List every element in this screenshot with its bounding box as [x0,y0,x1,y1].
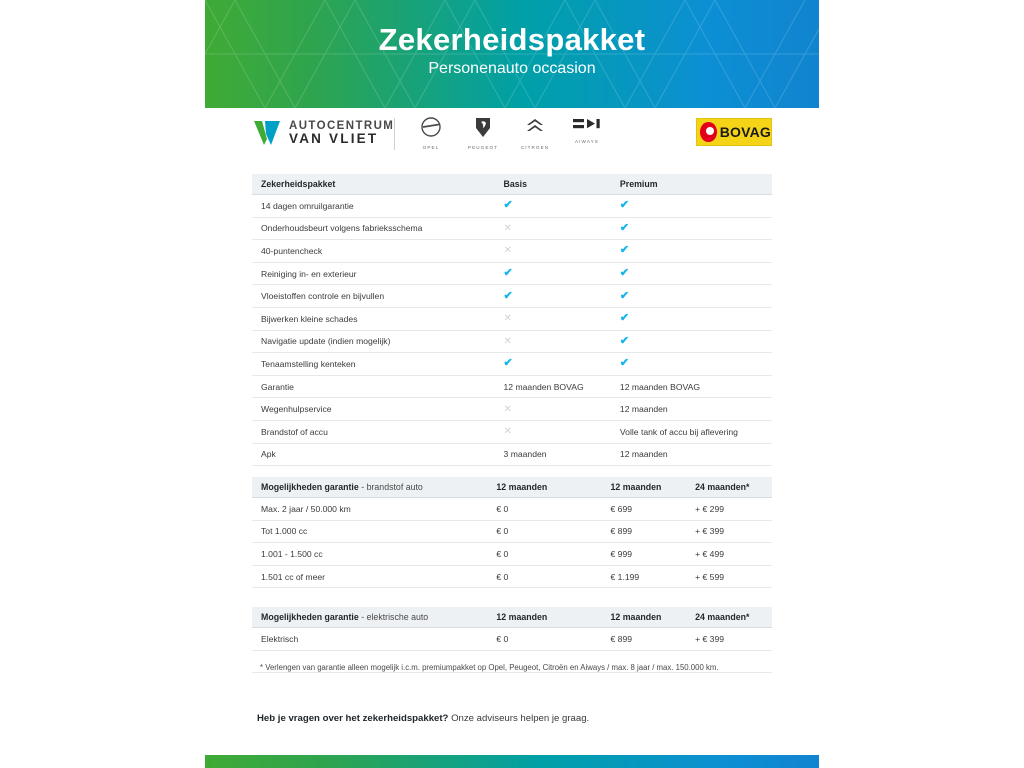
check-icon: ✔ [619,244,630,257]
cell-price-basis: € 0 [487,498,601,521]
check-icon: ✔ [503,357,513,370]
cell-feature: Reiniging in- en exterieur [252,262,495,285]
table-row [252,307,772,330]
cell-feature: Apk [252,443,495,466]
cell-premium [611,195,772,218]
header-sub-text: - brandstof auto [358,482,423,492]
col-header-premium: Premium [611,174,772,195]
opel-logo-icon [420,116,442,138]
dealer-logo [252,118,394,148]
cell-premium: 12 maanden BOVAG [611,375,772,398]
table-row [252,195,772,218]
marque-logos [414,116,604,150]
cell-feature: Vloeistoffen controle en bijvullen [252,285,495,308]
cell-premium [611,262,772,285]
cell-premium [611,240,772,263]
page-title: Zekerheidspakket [378,22,646,57]
check-icon: ✔ [619,289,630,302]
marque-peugeot [466,116,500,150]
check-icon: ✔ [503,289,513,302]
cta-rest: Onze adviseurs helpen je graag. [448,713,590,724]
van-vliet-logo-icon [252,118,282,148]
citroen-chevrons-icon [524,116,546,138]
cell-price-24-maanden: + € 399 [686,628,772,651]
cell-basis [495,398,611,421]
col-header-feature: Zekerheidspakket [252,174,495,195]
cell-label: Max. 2 jaar / 50.000 km [252,498,487,521]
cta-question: Heb je vragen over het zekerheidspakket? [257,713,449,724]
col-header-mogelijkheden-elektrisch [252,607,487,628]
check-icon: ✔ [503,199,513,212]
cell-price-24-maanden: + € 399 [686,520,772,543]
col-header-24-maanden: 24 maanden* [686,607,772,628]
table-row [252,520,772,543]
cell-label: Tot 1.000 cc [252,520,487,543]
table-header-row [252,174,772,195]
cell-label: 1.001 - 1.500 cc [252,543,487,566]
table-header-row [252,607,772,628]
garantie-brandstof-table [252,477,772,611]
cell-price-24-maanden: + € 599 [686,565,772,588]
cell-price-premium: € 999 [602,543,687,566]
cell-premium [611,330,772,353]
table-row [252,353,772,376]
cross-icon: ✕ [503,313,512,325]
check-icon: ✔ [619,334,630,347]
cell-price-basis: € 0 [487,520,601,543]
col-header-basis: Basis [495,174,611,195]
marque-opel [414,116,448,150]
cell-feature: Onderhoudsbeurt volgens fabrieksschema [252,217,495,240]
cell-feature: Garantie [252,375,495,398]
header-sub-text: - elektrische auto [358,612,429,622]
cell-feature: Tenaamstelling kenteken [252,353,495,376]
cell-feature: Navigatie update (indien mogelijk) [252,330,495,353]
check-icon: ✔ [619,312,630,325]
cell-premium: 12 maanden [611,443,772,466]
bovag-label: BOVAG [719,124,771,140]
cell-price-24-maanden: + € 299 [686,498,772,521]
cell-label: 1.501 cc of meer [252,565,487,588]
brand-row [252,118,772,162]
cell-premium [611,285,772,308]
col-header-12-maanden-basis: 12 maanden [487,607,601,628]
header-bold-text: Mogelijkheden garantie [261,482,359,492]
cell-premium [611,307,772,330]
cross-icon: ✕ [503,222,512,234]
table-header-row [252,477,772,498]
cross-icon: ✕ [503,426,512,438]
check-icon: ✔ [619,199,630,212]
col-header-24-maanden: 24 maanden* [686,477,772,498]
cell-basis [495,240,611,263]
marque-aiways-label: AIWAYS [575,139,599,144]
header-bold-text: Mogelijkheden garantie [261,612,359,622]
header-banner [205,0,819,108]
marque-citroen-label: CITROEN [520,145,550,150]
cell-price-premium: € 899 [602,628,687,651]
cell-premium [611,353,772,376]
cell-premium [611,217,772,240]
aiways-logo-icon [573,116,601,132]
table-row [252,543,772,566]
table-row [252,330,772,353]
cell-price-basis: € 0 [487,565,601,588]
table-row [252,443,772,466]
cell-premium: 12 maanden [611,398,772,421]
cell-basis [495,307,611,330]
cell-feature: 40-puntencheck [252,240,495,263]
contact-cta [257,713,589,724]
col-header-mogelijkheden-brandstof [252,477,487,498]
cell-feature: 14 dagen omruilgarantie [252,195,495,218]
col-header-12-maanden-premium: 12 maanden [602,477,687,498]
cell-price-24-maanden: + € 499 [686,543,772,566]
cell-basis [495,330,611,353]
cell-feature: Bijwerken kleine schades [252,307,495,330]
footer-bar [205,755,819,768]
cell-basis [495,353,611,376]
cross-icon: ✕ [503,403,512,415]
cell-basis [495,217,611,240]
table-row [252,628,772,651]
table-row [252,285,772,308]
marque-peugeot-label: PEUGEOT [467,145,499,150]
dealer-name-line2: VAN VLIET [289,130,379,146]
marque-opel-label: OPEL [422,145,440,150]
check-icon: ✔ [503,267,513,280]
page-subtitle: Personenauto occasion [428,60,596,77]
cell-premium: Volle tank of accu bij aflevering [611,420,772,443]
cell-price-premium: € 1.199 [602,565,687,588]
dealer-name-line1: AUTOCENTRUM [289,119,395,132]
marque-citroen [518,116,552,150]
marque-aiways [570,116,604,144]
table-row [252,217,772,240]
cell-price-premium: € 899 [602,520,687,543]
cell-basis [495,262,611,285]
cell-feature: Brandstof of accu [252,420,495,443]
check-icon: ✔ [619,221,630,234]
cell-basis [495,285,611,308]
cell-price-basis: € 0 [487,628,601,651]
peugeot-lion-icon [472,116,494,138]
table-row [252,565,772,588]
table-row [252,498,772,521]
cell-basis [495,420,611,443]
cell-basis: 12 maanden BOVAG [495,375,611,398]
cell-basis [495,195,611,218]
cell-price-premium: € 699 [602,498,687,521]
footnote: * Verlengen van garantie alleen mogelijk i.c.m. premiumpakket op Opel, Peugeot, Citroën en Aiways / max. 8 jaar / max. 150.000 km. [260,663,719,672]
bovag-circle-icon [700,122,717,142]
cross-icon: ✕ [503,245,512,257]
table-row [252,398,772,421]
bovag-badge [696,118,772,146]
table-row [252,240,772,263]
table-row [252,375,772,398]
cell-feature: Wegenhulpservice [252,398,495,421]
cell-label: Elektrisch [252,628,487,651]
cell-price-basis: € 0 [487,543,601,566]
cross-icon: ✕ [503,335,512,347]
zekerheidspakket-table [252,174,772,489]
table-row [252,420,772,443]
table-row [252,262,772,285]
cell-basis: 3 maanden [495,443,611,466]
col-header-12-maanden-premium: 12 maanden [602,607,687,628]
brand-divider [394,118,395,150]
col-header-12-maanden-basis: 12 maanden [487,477,601,498]
check-icon: ✔ [619,357,630,370]
check-icon: ✔ [619,267,630,280]
